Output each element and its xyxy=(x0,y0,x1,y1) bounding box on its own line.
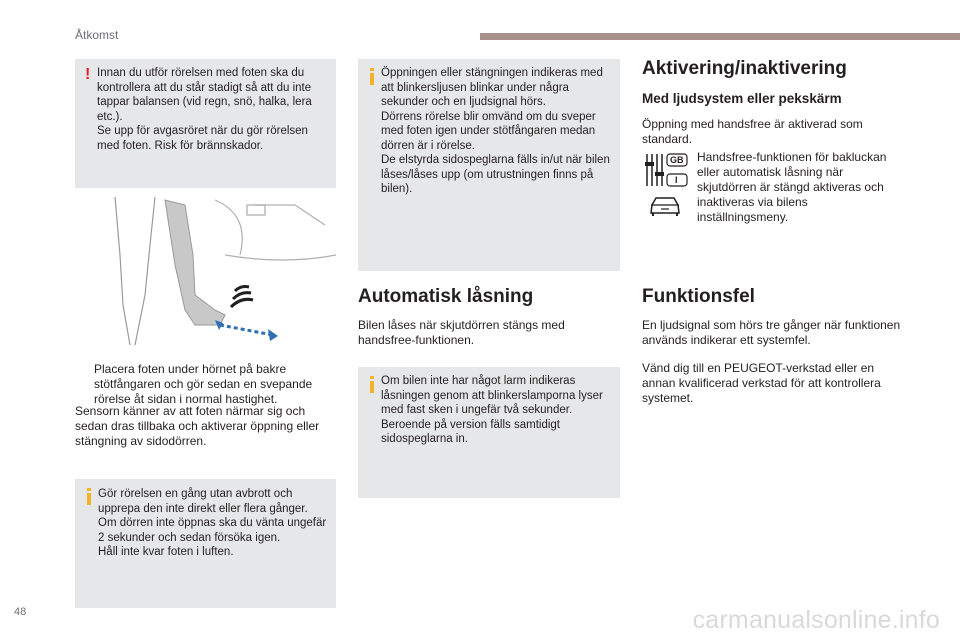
funktionsfel-body-2: Vänd dig till en PEUGEOT-verkstad eller en annan kvalificerad verkstad för att kontrollera systemet. xyxy=(642,361,881,405)
heading-aktivering: Aktivering/inaktivering xyxy=(642,58,847,79)
i-label: I xyxy=(675,175,678,185)
info-icon xyxy=(368,68,376,85)
info-text-1: Gör rörelsen en gång utan avbrott och upprepa den inte direkt eller flera gånger. Om dörren inte öppnas ska du vänta ungefär 2 sekunder och sedan försöka igen. Håll inte kvar foten i luften. xyxy=(98,488,327,558)
settings-menu-icon xyxy=(645,152,689,190)
instruction-text: Placera foten under hörnet på bakre stötfångaren och gör sedan en svepande rörelse åt sidan i normal hastighet. xyxy=(94,362,313,406)
header-bar xyxy=(480,33,960,40)
info-box-1 xyxy=(75,479,336,608)
gb-label: GB xyxy=(670,155,684,165)
info-text-3: Om bilen inte har något larm indikeras låsningen genom att blinkerslamporna lyser med fast sken i ungefär två sekunder. Beroende på version fälls samtidigt sidospeglarna in. xyxy=(381,375,603,445)
funktionsfel-body: En ljudsignal som hörs tre gånger när funktionen används indikerar ett systemfel. xyxy=(642,318,901,347)
subheading-ljudsystem: Med ljudsystem eller pekskärm xyxy=(642,91,842,106)
info-box-3 xyxy=(358,367,620,498)
warning-icon: ! xyxy=(85,66,91,83)
foot-illustration xyxy=(75,195,336,348)
info-text-2: Öppningen eller stängningen indikeras med att blinkersljusen blinkar under några sekunder och en ljudsignal hörs. Dörrens rörelse blir omvänd om du sveper med foten igen under stötfångaren medan dörren är i rörelse. De elstyrda sidospeglarna fälls in/ut när bilen låses/låses upp (om utrustningen finns på bilen). xyxy=(381,67,610,195)
settings-icon-text: Handsfree-funktionen för bakluckan eller automatisk låsning när skjutdörren är stängd aktiveras och inaktiveras via bilens inställningsmeny. xyxy=(697,150,887,224)
warning-box xyxy=(75,59,336,188)
instruction-rest: Sensorn känner av att foten närmar sig och sedan dras tillbaka och aktiverar öppning eller stängning av sidodörren. xyxy=(75,404,320,448)
page-number: 48 xyxy=(14,606,27,618)
heading-automatisk-lasning: Automatisk låsning xyxy=(358,286,534,307)
car-icon xyxy=(648,195,682,217)
info-icon xyxy=(85,488,93,505)
warning-text: Innan du utför rörelsen med foten ska du kontrollera att du står stadigt så att du inte tappar balansen (vid regn, snö, halka, lera etc.). Se upp för avgasröret när du gör rörelsen med foten. Risk för brännskador. xyxy=(97,67,312,152)
info-icon xyxy=(368,376,376,393)
watermark: carmanualsonline.info xyxy=(692,606,940,634)
automatisk-lasning-body: Bilen låses när skjutdörren stängs med handsfree-funktionen. xyxy=(358,318,565,347)
aktivering-body: Öppning med handsfree är aktiverad som standard. xyxy=(642,117,863,146)
section-label: Åtkomst xyxy=(75,28,119,42)
heading-funktionsfel: Funktionsfel xyxy=(642,286,755,307)
info-box-2 xyxy=(358,59,620,271)
foot-gesture-image xyxy=(75,195,336,348)
